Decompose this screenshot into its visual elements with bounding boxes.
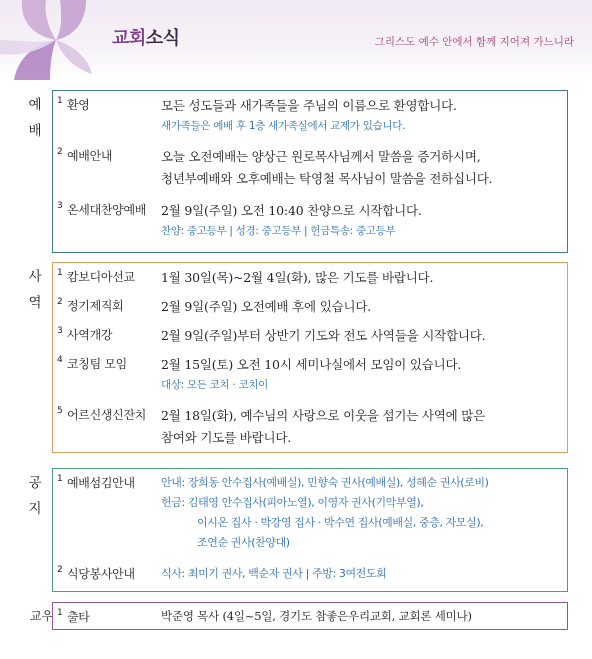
- item-label: 사역개강: [67, 328, 113, 342]
- item-text: 오늘 오전예배는 양상근 원로목사님께서 말씀을 증거하시며,: [161, 149, 481, 164]
- item-text: 2월 9일(주일) 오전예배 후에 있습니다.: [161, 299, 371, 314]
- item-label: 캄보디아선교: [67, 270, 135, 284]
- exchange-section: 1 출타 박준영 목사 (4일~5일, 경기도 참좋은우리교회, 교회론 세미나): [52, 602, 568, 630]
- item-subtext: 대상: 모든 코치 · 코치이: [161, 379, 269, 391]
- item-text-continued: 청년부예배와 오후예배는 탁영철 목사님이 말씀을 전하십니다.: [161, 171, 493, 186]
- item-label: 정기제직회: [67, 299, 124, 313]
- item-label: 환영: [67, 98, 90, 112]
- notice-section: 1 예배섬김안내 안내: 장희동 안수집사(예배실), 민향숙 권사(예배실), 성혜순 권사(로비) 헌금: 김태영 안수집사(피아노열), 이영자 권사(기악부열), 이시온 집사 · 박강영 집사 · 박수연 집사(예배실, 중층, 자모실), 조연순 권사(찬양대) 2 식당봉사안내 식사: 최미기 권사, 백순자 권사 | 주방: 3여전도회: [52, 468, 568, 592]
- item-label: 예배섬김안내: [67, 476, 135, 490]
- worship-section: 1 환영 모든 성도들과 새가족들을 주님의 이름으로 환영합니다. 새가족들은 예배 후 1층 새가족실에서 교제가 있습니다. 2 예배안내 오늘 오전예배는 양상근 원로목사님께서 말씀을 증거하시며, 청년부예배와 오후예배는 탁영철 목사님이 말씀을 전하십니다. 3 온세대찬양예배 2월 9일(주일) 오전 10:40 찬양으로 시작합니다. 찬양: 중고등부 | 성경: 중고등부 | 헌금특송: 중고등부: [52, 90, 568, 253]
- item-label: 예배안내: [67, 149, 113, 163]
- item-text: 2월 18일(화), 예수님의 사랑으로 이웃을 섬기는 사역에 많은: [161, 408, 486, 423]
- item-text: 2월 9일(주일) 오전 10:40 찬양으로 시작합니다.: [161, 203, 422, 218]
- offering-line-continued: 이시온 집사 · 박강영 집사 · 박수연 집사(예배실, 중층, 자모실),: [197, 516, 484, 529]
- item-label: 출타: [67, 610, 90, 624]
- item-label: 온세대찬양예배: [67, 203, 147, 217]
- page-title: 교회소식: [112, 28, 180, 49]
- section-side-label: 예 배: [28, 97, 42, 139]
- meal-service-line: 식사: 최미기 권사, 백순자 권사 | 주방: 3여전도회: [161, 567, 387, 580]
- item-text: 박준영 목사 (4일~5일, 경기도 참좋은우리교회, 교회론 세미나): [161, 609, 472, 623]
- section-side-label: 교우: [30, 609, 54, 623]
- header-banner: [0, 0, 592, 80]
- section-side-label: 사 역: [28, 269, 42, 311]
- usher-line: 안내: 장희동 안수집사(예배실), 민향숙 권사(예배실), 성혜순 권사(로비): [161, 476, 489, 489]
- section-side-label: 공 지: [28, 475, 42, 517]
- item-text: 2월 15일(토) 오전 10시 세미나실에서 모임이 있습니다.: [161, 357, 462, 372]
- item-label: 어르신생신잔치: [67, 408, 147, 422]
- item-subtext: 새가족들은 예배 후 1층 새가족실에서 교제가 있습니다.: [161, 120, 406, 132]
- ministry-section: 1 캄보디아선교 1월 30일(목)~2월 4일(화), 많은 기도를 바랍니다. 2 정기제직회 2월 9일(주일) 오전예배 후에 있습니다. 3 사역개강 2월 9일(주일)부터 상반기 기도와 전도 사역들을 시작합니다. 4 코칭팀 모임 2월 15일(토) 오전 10시 세미나실에서 모임이 있습니다. 대상: 모든 코치 · 코치이 5 어르신생신잔치 2월 18일(화), 예수님의 사랑으로 이웃을 섬기는 사역에 많은 참여와 기도를 바랍니다.: [52, 262, 568, 453]
- item-subtext: 찬양: 중고등부 | 성경: 중고등부 | 헌금특송: 중고등부: [161, 225, 396, 237]
- offering-line-continued: 조연순 권사(찬양대): [197, 536, 290, 549]
- item-text: 1월 30일(목)~2월 4일(화), 많은 기도를 바랍니다.: [161, 270, 434, 285]
- item-label: 코칭팀 모임: [67, 357, 127, 371]
- offering-line: 헌금: 김태영 안수집사(피아노열), 이영자 권사(기악부열),: [161, 496, 424, 509]
- page-subtitle: 그리스도 예수 안에서 함께 지어져 가느니라: [374, 36, 574, 48]
- cross-flower-logo-icon: [0, 0, 110, 80]
- item-text-continued: 참여와 기도를 바랍니다.: [161, 430, 292, 445]
- item-text: 2월 9일(주일)부터 상반기 기도와 전도 사역들을 시작합니다.: [161, 328, 486, 343]
- item-text: 모든 성도들과 새가족들을 주님의 이름으로 환영합니다.: [161, 98, 457, 113]
- item-label: 식당봉사안내: [67, 567, 135, 581]
